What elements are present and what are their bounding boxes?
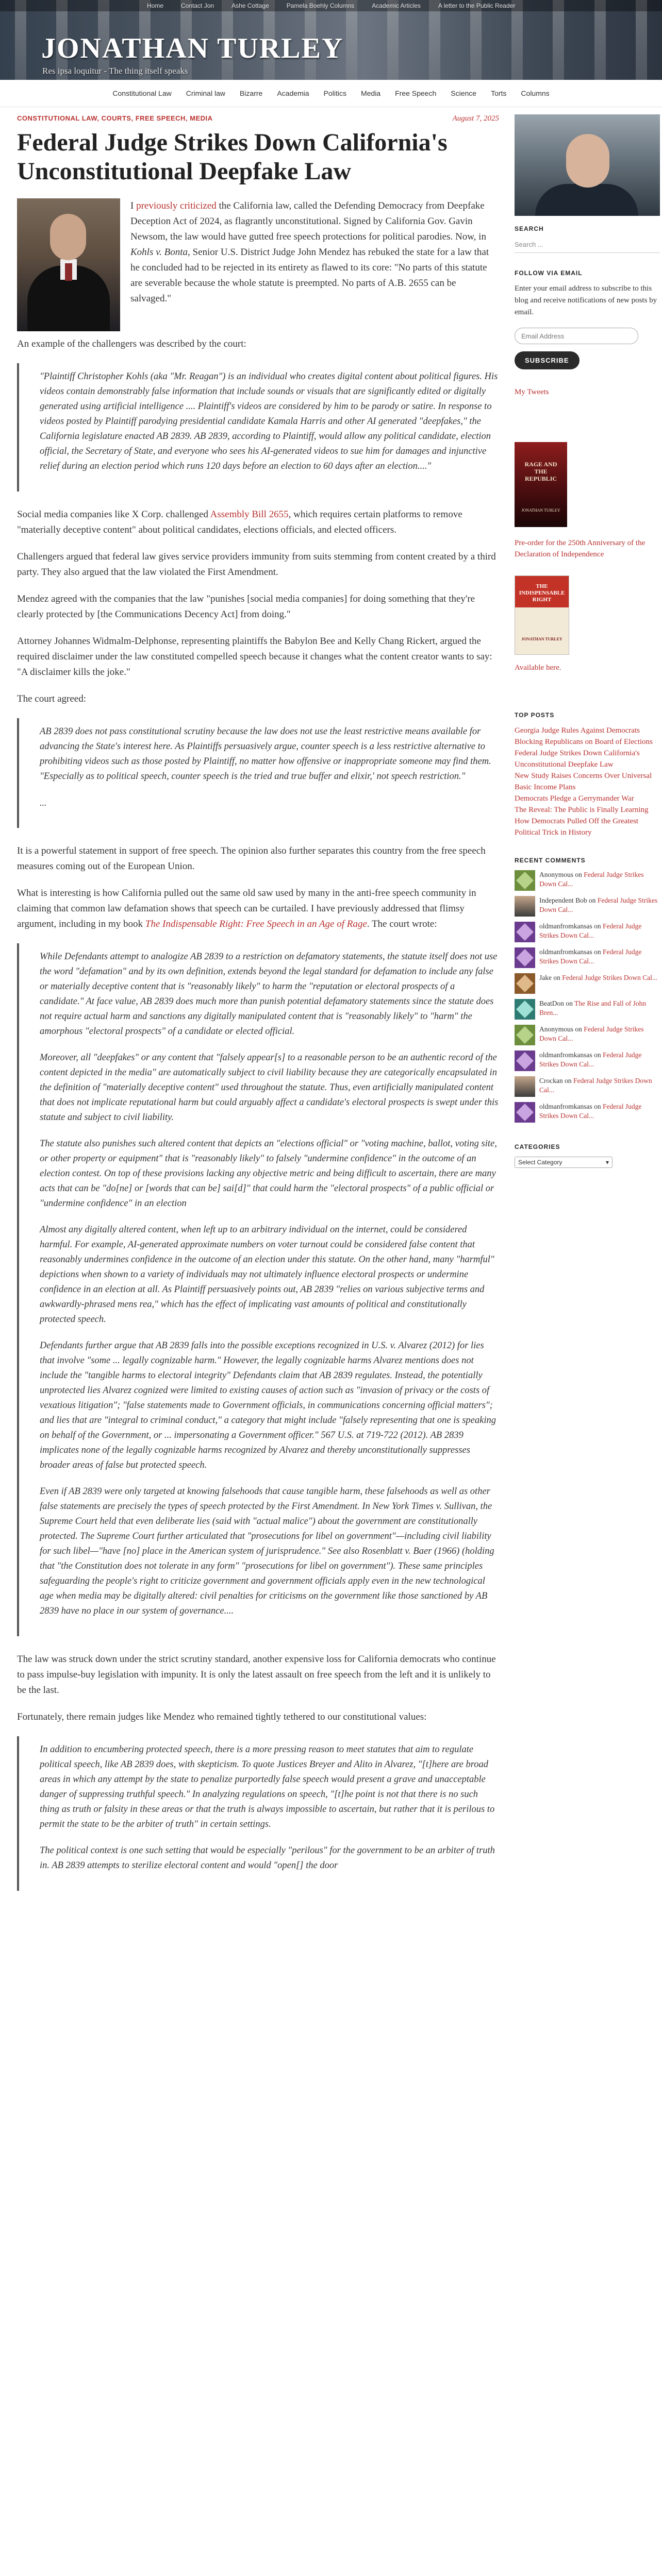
- nav-item[interactable]: Politics: [323, 89, 346, 97]
- avatar: [515, 947, 535, 968]
- nav-item[interactable]: Constitutional Law: [112, 89, 172, 97]
- subscribe-button[interactable]: SUBSCRIBE: [515, 351, 580, 369]
- paragraph: Social media companies like X Corp. challenged Assembly Bill 2655, which requires certain platforms to remove "materially deceptive content" about political candidates, elections officials, and elected officers.: [17, 509, 462, 535]
- post-date[interactable]: August 7, 2025: [452, 114, 499, 123]
- post-title: Federal Judge Strikes Down California's Unconstitutional Deepfake Law: [17, 129, 448, 185]
- comment-post-link[interactable]: Federal Judge Strikes Down Cal...: [539, 1103, 642, 1120]
- block-quote: [17, 1736, 499, 1891]
- nav-item[interactable]: Columns: [521, 89, 550, 97]
- preorder-link[interactable]: Pre-order for the 250th Anniversary of the Declaration of Independence: [515, 539, 646, 558]
- paragraph: Attorney Johannes Widmalm-Delphonse, representing plaintiffs the Babylon Bee and Kelly Chang Rickert, argued the required disclaimer under the law constituted compelled speech because it changes what the content creator wants to say: "A disclaimer kills the joke.": [17, 636, 492, 677]
- top-post-link[interactable]: The Reveal: The Public is Finally Learning How Democrats Pulled Off the Greatest Political Trick in History: [515, 806, 649, 837]
- quote-text: Moreover, all "deepfakes" or any content that "falsely appear[s] to a reasonable person to be an authentic record of the content depicted in the media" are automatically subject to civil liability because they are categorically encapsulated in the definition of "materially deceptive content" used throughout the statute. Thus, even artificially manipulated content that does not implicate reputational harm but could arguably affect a candidate's electoral prospects is swept under this statute and subject to civil liability.: [40, 1053, 499, 1123]
- quote-text: The political context is one such setting that would be especially "perilous" for the government to be an arbiter of truth in. AB 2839 attempts to sterilize electoral content and would "open[] the door: [40, 1845, 495, 1871]
- avatar: [515, 1102, 535, 1123]
- list-item: oldmanfromkansas on Federal Judge Strikes Down Cal...: [515, 947, 660, 968]
- list-item: BeatDon on The Rise and Fall of John Bren...: [515, 999, 660, 1020]
- top-link[interactable]: Pamela Boehly Columns: [286, 2, 355, 9]
- recent-comments-heading: RECENT COMMENTS: [515, 857, 586, 864]
- top-posts-list: [515, 725, 660, 838]
- avatar: [515, 870, 535, 891]
- search-input[interactable]: Search ...: [515, 239, 660, 253]
- paragraph: It is a powerful statement in support of free speech. The opinion also further separates this country from the free speech measures coming out of the European Union.: [17, 845, 486, 872]
- list-item: Anonymous on Federal Judge Strikes Down Cal...: [515, 870, 660, 891]
- sidebar: [515, 114, 660, 1168]
- avatar: [515, 922, 535, 942]
- avatar: [515, 1025, 535, 1045]
- main-nav: [0, 80, 662, 107]
- categories-heading: CATEGORIES: [515, 1143, 560, 1150]
- inline-link[interactable]: Assembly Bill 2655: [210, 509, 289, 520]
- category-select[interactable]: [515, 1157, 613, 1168]
- comment-post-link[interactable]: Federal Judge Strikes Down Cal...: [539, 1077, 652, 1094]
- post-categories[interactable]: CONSTITUTIONAL LAW, COURTS, FREE SPEECH, MEDIA: [17, 114, 213, 122]
- recent-comments-list: [515, 870, 660, 1123]
- book-cover-indispensable[interactable]: [515, 575, 569, 655]
- list-item: Crockan on Federal Judge Strikes Down Cal...: [515, 1076, 660, 1097]
- book-link[interactable]: The Indispensable Right: Free Speech in an Age of Rage: [145, 919, 367, 929]
- paragraph: Challengers argued that federal law gives service providers immunity from suits stemming from content created by a third party. They also argued that the law violated the First Amendment.: [17, 551, 496, 578]
- book-author: JONATHAN TURLEY: [521, 508, 560, 513]
- quote-text: AB 2839 does not pass constitutional scrutiny because the law does not use the least restrictive means available for advancing the State's interest here. As Plaintiffs persuasively argue, counter speech is a less restrictive alternative to prohibiting videos such as those posted by Plaintiff, no matter how offensive or inappropriate someone may find them. "Especially as to political speech, counter speech is the tried and true buffer and elixir,' not speech restriction.": [40, 726, 491, 782]
- top-post-link[interactable]: Federal Judge Strikes Down California's Unconstitutional Deepfake Law: [515, 749, 640, 769]
- quote-text: While Defendants attempt to analogize AB 2839 to a restriction on defamatory statements, the statute itself does not use the word "defamation" and by its own definition, extends beyond the legal standard for defamation to include any false or materially deceptive content that is "reasonably likely" to harm the "reputation or electoral prospects of a candidate." At face value, AB 2839 does much more than punish potential defamatory statements since the statute does not require actual harm and sanctions any digitally manipulated content that is "reasonably likely" to "harm" the amorphous "electoral prospects" of a candidate or elected official.: [40, 952, 498, 1037]
- judge-photo: [17, 198, 120, 331]
- site-header: [0, 0, 662, 80]
- quote-ellipsis: ...: [40, 798, 47, 808]
- follow-text: Enter your email address to subscribe to this blog and receive notifications of new posts by email.: [515, 284, 657, 316]
- comment-post-link[interactable]: Federal Judge Strikes Down Cal...: [539, 896, 658, 913]
- paragraph: An example of the challengers was described by the court:: [17, 338, 246, 349]
- book-cover-rage[interactable]: [515, 442, 567, 527]
- top-post-link[interactable]: New Study Raises Concerns Over Universal Basic Income Plans: [515, 772, 652, 791]
- comment-post-link[interactable]: The Rise and Fall of John Bren...: [539, 999, 647, 1016]
- avatar: [515, 1050, 535, 1071]
- quote-text: "Plaintiff Christopher Kohls (aka "Mr. Reagan") is an individual who creates digital content about political figures. His videos contain demonstrably false information that include sounds or visuals that are significantly edited or digitally generated using artificial intelligence .... Plaintiff's videos are considered by him to be parody or satire. In response to videos posted by Plaintiff parodying presidential candidate Kamala Harris and other AI generated "deepfakes," the California legislature enacted AB 2839. AB 2839, according to Plaintiff, would allow any political candidate, election official, the Secretary of State, and everyone who sees his AI-generated videos to sue him for damages and injunctive relief during an election period which runs 120 days before an election to 60 days after an election....": [40, 371, 498, 471]
- comment-post-link[interactable]: Federal Judge Strikes Down Cal...: [539, 922, 642, 939]
- author-portrait: [515, 114, 660, 216]
- paragraph: I previously criticized the California law, called the Defending Democracy from Deepfake Deception Act of 2024, as flagrantly unconstitutional. Signed by California Gov. Gavin Newsom, the law would have gutted free speech protections for political parodies. Now, in Kohls v. Bonta, Senior U.S. District Judge John Mendez has rebuked the state for a law that he concluded had to be rejected in its entirety as flawed to its core: "No parts of this statute are severable because the whole statute is preempted. No parts of A.B. 2655 can be salvaged.": [130, 200, 489, 304]
- list-item: oldmanfromkansas on Federal Judge Strikes Down Cal...: [515, 1102, 660, 1123]
- list-item: Anonymous on Federal Judge Strikes Down Cal...: [515, 1025, 660, 1045]
- my-tweets-link[interactable]: My Tweets: [515, 388, 549, 396]
- comment-post-link[interactable]: Federal Judge Strikes Down Cal...: [562, 974, 658, 981]
- nav-item[interactable]: Media: [360, 89, 381, 97]
- post-intro: [17, 198, 499, 336]
- avatar: [515, 1076, 535, 1097]
- search-heading: SEARCH: [515, 225, 544, 232]
- block-quote: [17, 718, 499, 828]
- book-title: THE INDISPENSABLE RIGHT: [519, 583, 565, 603]
- avatar: [515, 973, 535, 994]
- block-quote: [17, 363, 499, 492]
- quote-text: Almost any digitally altered content, when left up to an arbitrary individual on the internet, could be considered harmful. For example, AI-generated approximate numbers on voter turnout could be considered false content that reasonably undermines confidence in the outcome of an election under this statute. On the other hand, many "harmful" depictions when shown to a variety of individuals may not ultimately influence electoral prospects or undermine confidence in an election at all. As Plaintiff persuasively points out, AB 2839 "relies on various subjective terms and awkwardly-phrased mens rea," which has the effect of implicating vast amounts of political and constitutionally protected speech.: [40, 1225, 494, 1325]
- nav-item[interactable]: Science: [451, 89, 477, 97]
- top-link[interactable]: Ashe Cottage: [231, 2, 269, 9]
- article: [17, 114, 499, 1906]
- book-title: RAGE AND THE REPUBLIC: [524, 461, 557, 482]
- paragraph: The law was struck down under the strict scrutiny standard, another expensive loss for California democrats who continue to pass impulse-buy legislation with impunity. It is only the latest assault on free speech from the left and it is unlikely to be the last.: [17, 1654, 496, 1696]
- comment-post-link[interactable]: Federal Judge Strikes Down Cal...: [539, 948, 642, 965]
- list-item: Jake on Federal Judge Strikes Down Cal...: [515, 973, 660, 994]
- inline-link[interactable]: previously criticized: [136, 200, 217, 211]
- paragraph: What is interesting is how California pulled out the same old saw used by many in the anti-free speech community in claiming that common law defamation shows that speech can be curtailed. I have previously addressed that flimsy argument, including in my book The Indispensable Right: Free Speech in an Age of Rage. The court wrote:: [17, 888, 476, 929]
- block-quote: [17, 943, 499, 1636]
- comment-post-link[interactable]: Federal Judge Strikes Down Cal...: [539, 1025, 644, 1042]
- comment-post-link[interactable]: Federal Judge Strikes Down Cal...: [539, 871, 644, 888]
- list-item: oldmanfromkansas on Federal Judge Strikes Down Cal...: [515, 922, 660, 942]
- comment-post-link[interactable]: Federal Judge Strikes Down Cal...: [539, 1051, 642, 1068]
- available-link[interactable]: Available here.: [515, 664, 561, 672]
- book-author: JONATHAN TURLEY: [521, 637, 562, 641]
- post-meta: [17, 114, 499, 123]
- category-select-value: Select Category: [518, 1159, 562, 1166]
- paragraph: The court agreed:: [17, 693, 86, 704]
- quote-text: In addition to encumbering protected speech, there is a more pressing reason to meet statutes that aim to regulate political speech, like AB 2839 does, with skepticism. To quote Justices Breyer and Alito in Alvarez, "[t]here are broad areas in which any attempt by the state to penalize purportedly false speech would present a grave and unacceptable danger of suppressing truthful speech." In analyzing regulations on speech, "[t]he point is not that there is no such thing as truth or falsity in these areas or that the truth is always impossible to ascertain, but rather that it is perilous to permit the state to be the arbiter of truth" in certain settings.: [40, 1744, 495, 1829]
- top-posts-heading: TOP POSTS: [515, 711, 555, 719]
- nav-item[interactable]: Criminal law: [186, 89, 225, 97]
- quote-text: Even if AB 2839 were only targeted at knowing falsehoods that cause tangible harm, these falsehoods as well as other false statements are precisely the types of speech protected by the First Amendment. In New York Times v. Sullivan, the Supreme Court held that even deliberate lies (said with "actual malice") about the government are constitutionally protected. The Supreme Court further articulated that "prosecutions for libel on government"—including civil liability for such libel—"have [no] place in the American system of jurisprudence." See also Rosenblatt v. Baer (1966) (holding that "the Constitution does not tolerate in any form" "prosecutions for libel on government"). These same principles safeguarding the people's right to criticize government and government officials apply even in the new technological age when media may be digitally altered: civil penalties for criticisms on the government like those sanctioned by AB 2839 have no place in our system of governance....: [40, 1486, 494, 1616]
- site-tagline: Res ipsa loquitur - The thing itself speaks: [42, 66, 188, 76]
- email-field[interactable]: Email Address: [515, 328, 638, 344]
- top-link[interactable]: Academic Articles: [372, 2, 421, 9]
- site-title[interactable]: JONATHAN TURLEY: [41, 32, 344, 64]
- top-link[interactable]: Contact Jon: [181, 2, 214, 9]
- chevron-down-icon: ▾: [605, 1159, 609, 1166]
- nav-item[interactable]: Academia: [277, 89, 309, 97]
- follow-heading: FOLLOW VIA EMAIL: [515, 269, 583, 277]
- top-post-link[interactable]: Georgia Judge Rules Against Democrats Blocking Republicans on Board of Elections: [515, 726, 653, 746]
- top-links: [0, 0, 662, 11]
- nav-item[interactable]: Torts: [491, 89, 507, 97]
- list-item: oldmanfromkansas on Federal Judge Strikes Down Cal...: [515, 1050, 660, 1071]
- paragraph: Mendez agreed with the companies that the law "punishes [social media companies] for doing something that they're clearly protected by [the Communications Decency Act] from doing.": [17, 594, 475, 620]
- nav-item[interactable]: Bizarre: [239, 89, 263, 97]
- top-link[interactable]: Home: [147, 2, 164, 9]
- top-link[interactable]: A letter to the Public Reader: [438, 2, 516, 9]
- avatar: [515, 999, 535, 1020]
- top-post-link[interactable]: Democrats Pledge a Gerrymander War: [515, 794, 634, 803]
- avatar: [515, 896, 535, 917]
- nav-item[interactable]: Free Speech: [395, 89, 437, 97]
- quote-text: The statute also punishes such altered content that depicts an "elections official" or "voting machine, ballot, voting site, or other property or equipment" that is "reasonably likely" to falsely "undermine confidence" in the outcome of an election contest. On top of these provisions lacking any objective metric and being difficult to ascertain, there are many acts that can be "do[ne] or [words that can be] sai[d]" that could harm the "electoral prospects" of a public official or "undermine confidence" in an election: [40, 1139, 497, 1209]
- list-item: Independent Bob on Federal Judge Strikes Down Cal...: [515, 896, 660, 917]
- paragraph: Fortunately, there remain judges like Mendez who remained tightly tethered to our constitutional values:: [17, 1711, 427, 1722]
- quote-text: Defendants further argue that AB 2839 falls into the possible exceptions recognized in U.S. v. Alvarez (2012) for lies that involve "some ... legally cognizable harm." However, the legally cognizable harms Alvarez mentions does not include the "tangible harms to electoral integrity" Defendants claim that AB 2839 regulates. Instead, the potentially unprotected lies Alvarez cognized were limited to existing causes of action such as "invasion of privacy or the costs of vexatious litigation"; "false statements made to Government officials, in communications concerning official matters"; and lies that are "integral to criminal conduct," a category that might include "falsely representing that one is speaking on behalf of the Government, or ... impersonating a Government officer." 567 U.S. at 719-722 (2012). AB 2839 implicates none of the legally cognizable harms recognized by Alvarez and thereby unconstitutionally suppresses broader areas of false but protected speech.: [40, 1341, 496, 1470]
